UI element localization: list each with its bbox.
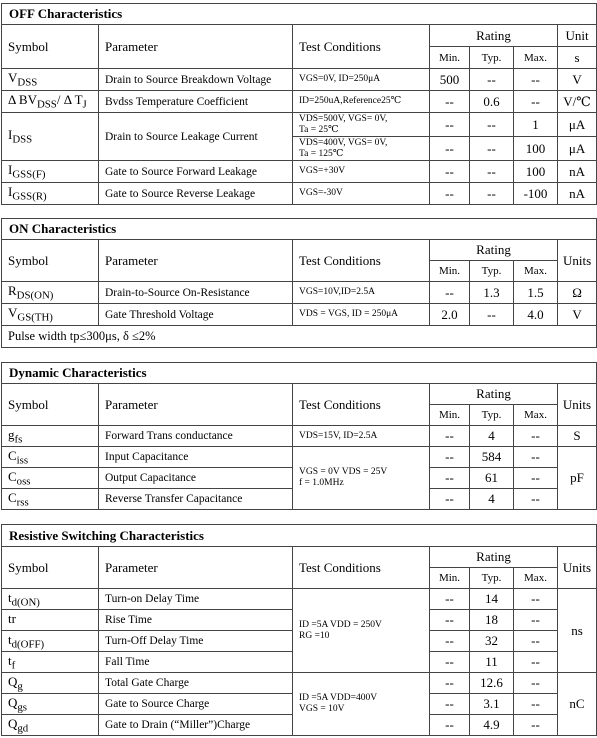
min-value: --	[430, 715, 470, 736]
header-max: Max.	[514, 47, 558, 69]
section-title: Dynamic Characteristics	[2, 363, 597, 384]
symbol: Δ $BV_{DSS}/$ Δ $T_J$	[2, 91, 99, 113]
test-condition: VDS=400V, VGS= 0V, Ta = 125℃	[293, 137, 430, 161]
table-row	[2, 282, 597, 304]
header-max: Max.	[514, 568, 558, 589]
unit: Ω	[558, 282, 597, 304]
test-condition: VGS=0V, ID=250μA	[293, 69, 430, 91]
min-value: --	[430, 631, 470, 652]
test-condition: VGS=+30V	[293, 161, 430, 183]
parameter: Gate to Source Reverse Leakage	[99, 183, 293, 205]
header-typ: Typ.	[470, 261, 514, 282]
typ-value: 4	[470, 426, 514, 447]
max-value: --	[514, 673, 558, 694]
parameter: Gate to Source Charge	[99, 694, 293, 715]
max-value: --	[514, 694, 558, 715]
parameter: Forward Trans conductance	[99, 426, 293, 447]
unit: V/℃	[558, 91, 597, 113]
table-row	[2, 91, 597, 113]
header-symbol: Symbol	[2, 25, 99, 69]
parameter: Rise Time	[99, 610, 293, 631]
max-value: --	[514, 69, 558, 91]
header-unit: Unit	[558, 25, 597, 47]
header-test-conditions: Test Conditions	[293, 384, 430, 426]
parameter: Drain-to-Source On-Resistance	[99, 282, 293, 304]
symbol: $C_{oss}$	[2, 468, 99, 489]
pulse-width-note: Pulse width tp≤300μs, δ ≤2%	[2, 326, 597, 348]
header-rating: Rating	[430, 547, 558, 568]
header-max: Max.	[514, 261, 558, 282]
max-value: --	[514, 631, 558, 652]
parameter: Drain to Source Breakdown Voltage	[99, 69, 293, 91]
header-parameter: Parameter	[99, 240, 293, 282]
symbol: tr	[2, 610, 99, 631]
header-test-conditions: Test Conditions	[293, 25, 430, 69]
symbol: $I_{DSS}$	[2, 113, 99, 161]
min-value: --	[430, 694, 470, 715]
symbol: $C_{rss}$	[2, 489, 99, 510]
typ-value: 32	[470, 631, 514, 652]
max-value: 4.0	[514, 304, 558, 326]
unit: V	[558, 304, 597, 326]
unit: V	[558, 69, 597, 91]
switching-time-test-condition: ID =5A VDD = 250V RG =10	[293, 589, 430, 673]
min-value: --	[430, 137, 470, 161]
header-rating: Rating	[430, 240, 558, 261]
unit: nA	[558, 183, 597, 205]
max-value: 100	[514, 137, 558, 161]
symbol: $R_{DS(ON)}$	[2, 282, 99, 304]
typ-value: --	[470, 137, 514, 161]
unit: μA	[558, 113, 597, 137]
min-value: 2.0	[430, 304, 470, 326]
header-rating: Rating	[430, 25, 558, 47]
min-value: --	[430, 610, 470, 631]
table-row	[2, 304, 597, 326]
max-value: --	[514, 715, 558, 736]
parameter: Bvdss Temperature Coefficient	[99, 91, 293, 113]
header-units: Units	[558, 240, 597, 282]
typ-value: 4.9	[470, 715, 514, 736]
symbol: $Q_{gd}$	[2, 715, 99, 736]
typ-value: --	[470, 183, 514, 205]
min-value: --	[430, 652, 470, 673]
table-row	[2, 673, 597, 694]
typ-value: 11	[470, 652, 514, 673]
min-value: --	[430, 673, 470, 694]
parameter: Turn-on Delay Time	[99, 589, 293, 610]
parameter: Gate to Source Forward Leakage	[99, 161, 293, 183]
typ-value: 3.1	[470, 694, 514, 715]
typ-value: 1.3	[470, 282, 514, 304]
header-test-conditions: Test Conditions	[293, 547, 430, 589]
test-condition: VGS=10V,ID=2.5A	[293, 282, 430, 304]
unit: nA	[558, 161, 597, 183]
symbol: $V_{DSS}$	[2, 69, 99, 91]
switching-characteristics-section	[1, 524, 596, 736]
max-value: --	[514, 447, 558, 468]
parameter: Input Capacitance	[99, 447, 293, 468]
header-typ: Typ.	[470, 568, 514, 589]
table-row	[2, 589, 597, 610]
table-row	[2, 113, 597, 137]
header-symbol: Symbol	[2, 240, 99, 282]
time-unit: ns	[558, 589, 597, 673]
header-parameter: Parameter	[99, 384, 293, 426]
header-min: Min.	[430, 568, 470, 589]
parameter: Reverse Transfer Capacitance	[99, 489, 293, 510]
header-symbol: Symbol	[2, 384, 99, 426]
unit: S	[558, 426, 597, 447]
header-min: Min.	[430, 261, 470, 282]
header-units: Units	[558, 384, 597, 426]
test-condition: VDS = VGS, ID = 250μA	[293, 304, 430, 326]
max-value: --	[514, 489, 558, 510]
header-typ: Typ.	[470, 47, 514, 69]
typ-value: 584	[470, 447, 514, 468]
section-title: OFF Characteristics	[2, 4, 597, 25]
table-row	[2, 183, 597, 205]
symbol: $I_{GSS(R)}$	[2, 183, 99, 205]
symbol: $t_{d(ON)}$	[2, 589, 99, 610]
header-units: Units	[558, 547, 597, 589]
symbol: $I_{GSS(F)}$	[2, 161, 99, 183]
typ-value: 14	[470, 589, 514, 610]
min-value: --	[430, 282, 470, 304]
capacitance-test-condition: VGS = 0V VDS = 25V f = 1.0MHz	[293, 447, 430, 510]
section-title: ON Characteristics	[2, 219, 597, 240]
min-value: --	[430, 426, 470, 447]
symbol: $g_{fs}$	[2, 426, 99, 447]
table-row	[2, 161, 597, 183]
table-row	[2, 447, 597, 468]
symbol: $t_{d(OFF)}$	[2, 631, 99, 652]
on-characteristics-section	[1, 218, 596, 348]
min-value: --	[430, 183, 470, 205]
gate-charge-test-condition: ID =5A VDD=400V VGS = 10V	[293, 673, 430, 736]
typ-value: 4	[470, 489, 514, 510]
min-value: --	[430, 161, 470, 183]
typ-value: --	[470, 304, 514, 326]
parameter: Gate Threshold Voltage	[99, 304, 293, 326]
max-value: -100	[514, 183, 558, 205]
typ-value: 61	[470, 468, 514, 489]
symbol: $t_f$	[2, 652, 99, 673]
min-value: --	[430, 91, 470, 113]
parameter: Turn-Off Delay Time	[99, 631, 293, 652]
symbol: $Q_g$	[2, 673, 99, 694]
header-parameter: Parameter	[99, 547, 293, 589]
table-row	[2, 69, 597, 91]
max-value: --	[514, 426, 558, 447]
typ-value: --	[470, 113, 514, 137]
header-unit-s: s	[558, 47, 597, 69]
max-value: --	[514, 589, 558, 610]
typ-value: 12.6	[470, 673, 514, 694]
max-value: 1.5	[514, 282, 558, 304]
min-value: --	[430, 447, 470, 468]
min-value: --	[430, 489, 470, 510]
min-value: --	[430, 589, 470, 610]
typ-value: 0.6	[470, 91, 514, 113]
parameter: Gate to Drain (“Miller”)Charge	[99, 715, 293, 736]
parameter: Fall Time	[99, 652, 293, 673]
header-parameter: Parameter	[99, 25, 293, 69]
off-characteristics-section	[1, 3, 596, 205]
parameter: Total Gate Charge	[99, 673, 293, 694]
max-value: 1	[514, 113, 558, 137]
symbol: $V_{GS(TH)}$	[2, 304, 99, 326]
header-max: Max.	[514, 405, 558, 426]
min-value: 500	[430, 69, 470, 91]
test-condition: VDS=15V, ID=2.5A	[293, 426, 430, 447]
parameter: Drain to Source Leakage Current	[99, 113, 293, 161]
symbol: $C_{iss}$	[2, 447, 99, 468]
max-value: --	[514, 468, 558, 489]
min-value: --	[430, 113, 470, 137]
parameter: Output Capacitance	[99, 468, 293, 489]
table-row	[2, 426, 597, 447]
max-value: --	[514, 610, 558, 631]
header-min: Min.	[430, 47, 470, 69]
header-test-conditions: Test Conditions	[293, 240, 430, 282]
dynamic-characteristics-section	[1, 362, 596, 510]
symbol: $Q_{gs}$	[2, 694, 99, 715]
section-title: Resistive Switching Characteristics	[2, 525, 597, 547]
max-value: 100	[514, 161, 558, 183]
max-value: --	[514, 91, 558, 113]
capacitance-unit: pF	[558, 447, 597, 510]
test-condition: VGS=-30V	[293, 183, 430, 205]
max-value: --	[514, 652, 558, 673]
charge-unit: nC	[558, 673, 597, 736]
unit: μA	[558, 137, 597, 161]
test-condition: ID=250uA,Reference25℃	[293, 91, 430, 113]
header-rating: Rating	[430, 384, 558, 405]
typ-value: --	[470, 161, 514, 183]
typ-value: 18	[470, 610, 514, 631]
header-symbol: Symbol	[2, 547, 99, 589]
typ-value: --	[470, 69, 514, 91]
test-condition: VDS=500V, VGS= 0V, Ta = 25℃	[293, 113, 430, 137]
header-typ: Typ.	[470, 405, 514, 426]
min-value: --	[430, 468, 470, 489]
header-min: Min.	[430, 405, 470, 426]
